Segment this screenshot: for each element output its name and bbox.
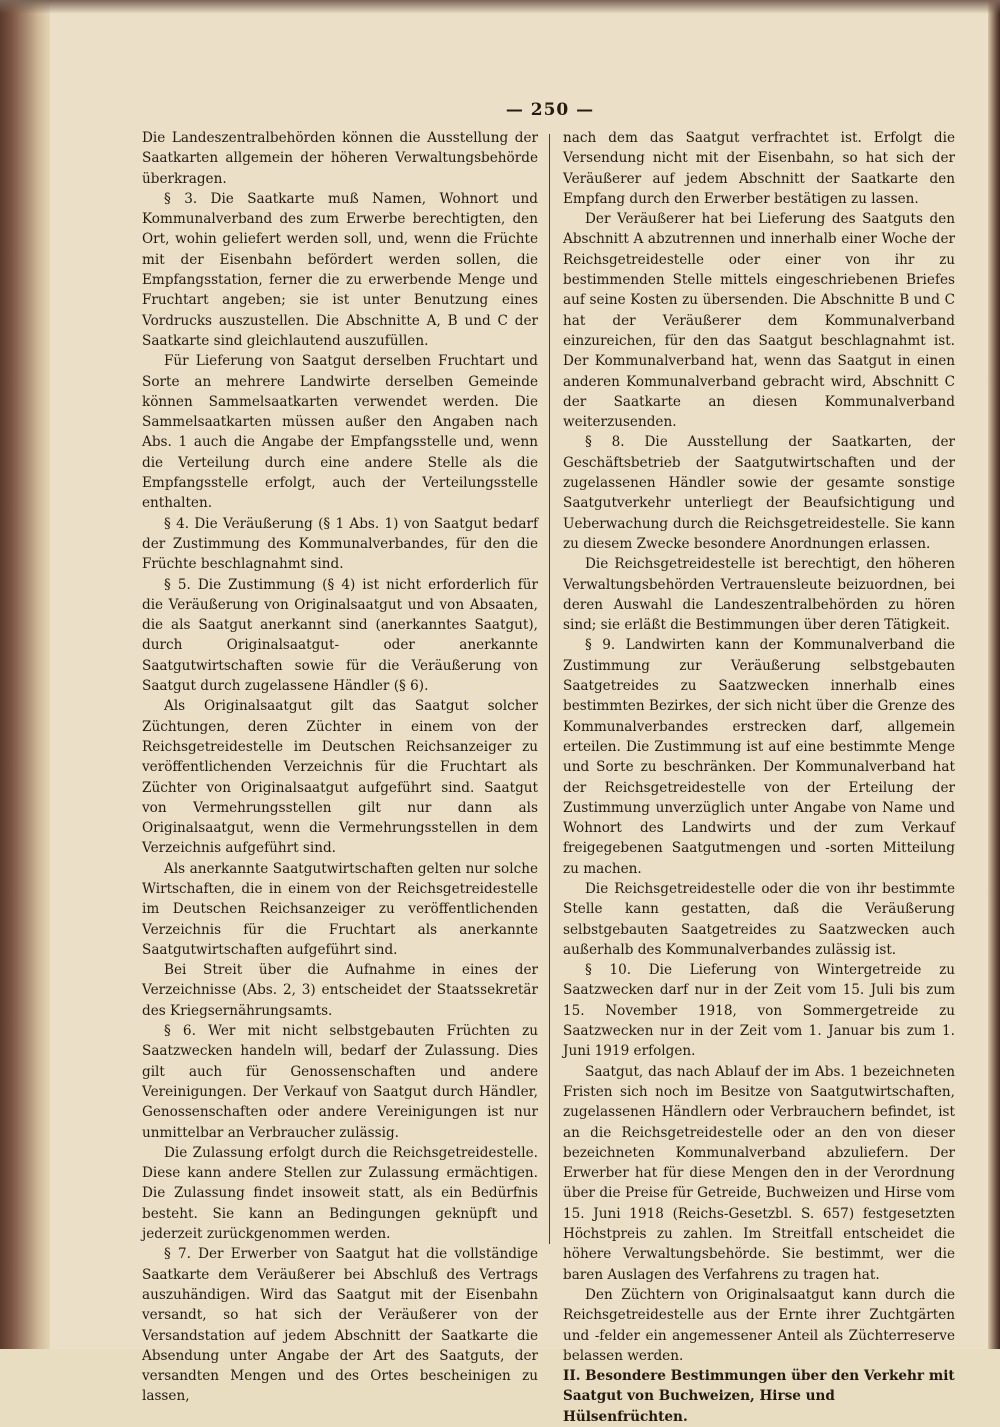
book-right-edge	[988, 0, 1000, 1349]
paragraph: Saatgut, das nach Ablauf der im Abs. 1 bezeichneten Fristen sich noch im Besitze von Saatgutwirtschaften, zugelassenen Händlern oder Verbrauchern befindet, ist an die Reichsgetreidestelle oder an den von dieser bezeichneten Kommunalverband abzuliefern. Der Erwerber hat für diese Mengen den in der Verordnung über die Preise für Getreide, Buchweizen und Hirse vom 15. Juni 1918 (Reichs-Gesetzbl. S. 657) festgesetzten Höchstpreis zu zahlen. Im Streitfall entscheidet die höhere Verwaltungsbehörde. Sie bestimmt, wer die baren Auslagen des Verfahrens zu tragen hat.	[563, 1063, 955, 1283]
paragraph: § 7. Der Erwerber von Saatgut hat die vollständige Saatkarte dem Veräußerer bei Abschluß des Vertrags auszuhändigen. Wird das Saatgut mit der Eisenbahn versandt, so hat sich der Veräußerer von der Versandstation auf jedem Abschnitt der Saatkarte die Absendung unter Angabe der Art des Saatguts, der versandten Mengen und des Ortes bescheinigen zu lassen,	[142, 1246, 538, 1405]
paragraph: Der Veräußerer hat bei Lieferung des Saatguts den Abschnitt A abzutrennen und innerhalb einer Woche der Reichsgetreidestelle oder einer von ihr zu bestimmenden Stelle mittels eingeschriebenen Briefes auf seine Kosten zu übersenden. Die Abschnitte B und C hat der Veräußerer dem Kommunalverband einzureichen, für den das Saatgut beschlagnahmt ist. Der Kommunalverband hat, wenn das Saatgut in einen anderen Kommunalverband gebracht wird, Abschnitt C der Saatkarte an diesen Kommunalverband weiterzusenden.	[563, 211, 955, 431]
paragraph: Für Lieferung von Saatgut derselben Fruchtart und Sorte an mehrere Landwirte derselben Gemeinde können Sammelsaatkarten verwendet werden. Die Sammelsaatkarten müssen außer den Angaben nach Abs. 1 auch die Angabe der Empfangsstelle und, wenn die Verteilung durch eine andere Stelle als die Empfangsstelle erfolgt, auch der Verteilungsstelle enthalten.	[142, 353, 538, 512]
paragraph: Bei Streit über die Aufnahme in eines der Verzeichnisse (Abs. 2, 3) entscheidet der Staatssekretär des Kriegsernährungsamts.	[142, 962, 538, 1019]
paragraph: § 9. Landwirten kann der Kommunalverband die Zustimmung zur Veräußerung selbstgebauten Saatgetreides zu Saatzwecken innerhalb eines bestimmten Bezirkes, der sich nicht über die Grenze des Kommunalverbandes erstrecken darf, allgemein erteilen. Die Zustimmung ist auf eine bestimmte Menge und Sorte zu beschränken. Der Kommunalverband hat der Reichsgetreidestelle von der Erteilung der Zustimmung unverzüglich unter Angabe von Name und Wohnort des Landwirts und der zum Verkauf freigegebenen Saatgutmengen und -sorten Mitteilung zu machen.	[563, 637, 955, 877]
paragraph: Die Landeszentralbehörden können die Ausstellung der Saatkarten allgemein der höheren Verwaltungsbehörde überkragen.	[142, 130, 538, 187]
paragraph: § 4. Die Veräußerung (§ 1 Abs. 1) von Saatgut bedarf der Zustimmung des Kommunalverbandes, für den die Früchte beschlagnahmt sind.	[142, 515, 538, 573]
paragraph: Die Zulassung erfolgt durch die Reichsgetreidestelle. Diese kann andere Stellen zur Zulassung ermächtigen. Die Zulassung findet insoweit statt, als ein Bedürfnis besteht. Sie kann an Bedingungen geknüpft und jederzeit zurückgenommen werden.	[142, 1144, 538, 1243]
paragraph: § 3. Die Saatkarte muß Namen, Wohnort und Kommunalverband des zum Erwerbe berechtigten, den Ort, wohin geliefert werden soll, und, wenn die Früchte mit der Eisenbahn befördert werden sollen, die Empfangsstation, ferner die zu erwerbende Menge und Fruchtart angeben; sie ist unter Benutzung eines Vordrucks auszustellen. Die Abschnitte A, B und C der Saatkarte sind gleichlautend auszufüllen.	[142, 190, 538, 349]
paragraph: Die Reichsgetreidestelle oder die von ihr bestimmte Stelle kann gestatten, daß die Veräußerung selbstgebauten Saatgetreides zu Saatzwecken auch außerhalb des Kommunalverbandes zulässig ist.	[563, 880, 955, 958]
paragraph: Die Reichsgetreidestelle ist berechtigt, den höheren Verwaltungsbehörden Vertrauensleute beizuordnen, bei deren Auswahl die Landeszentralbehörden zu hören sind; sie erläßt die Bestimmungen über deren Tätigkeit.	[563, 556, 955, 634]
paragraph: § 5. Die Zustimmung (§ 4) ist nicht erforderlich für die Veräußerung von Originalsaatgut und von Absaaten, die als Saatgut anerkannt sind (anerkanntes Saatgut), durch Originalsaatgut- oder anerkannte Saatgutwirtschaften sowie für die Veräußerung von Saatgut durch zugelassene Händler (§ 6).	[142, 576, 538, 695]
paragraph: nach dem das Saatgut verfrachtet ist. Erfolgt die Versendung nicht mit der Eisenbahn, so hat sich der Veräußerer auf jedem Abschnitt der Saatkarte den Empfang durch den Erwerber bestätigen zu lassen.	[563, 130, 955, 207]
left-column	[142, 128, 538, 1407]
paragraph: Als Originalsaatgut gilt das Saatgut solcher Züchtungen, deren Züchter in einem von der Reichsgetreidestelle im Deutschen Reichsanzeiger zu veröffentlichenden Verzeichnis für die Fruchtart als Züchter von Originalsaatgut aufgeführt sind. Saatgut von Vermehrungsstellen gilt nur dann als Originalsaatgut, wenn die Vermehrungsstellen in dem Verzeichnis aufgeführt sind.	[142, 698, 538, 857]
book-binding-edge	[0, 0, 38, 1349]
page-gutter	[38, 0, 50, 1349]
paragraph: § 6. Wer mit nicht selbstgebauten Früchten zu Saatzwecken handeln will, bedarf der Zulassung. Dies gilt auch für Genossenschaften und andere Vereinigungen. Der Verkauf von Saatgut durch Händler, Genossenschaften oder andere Vereinigungen ist nur unmittelbar an Verbraucher zulässig.	[142, 1023, 538, 1141]
page-number: — 250 —	[505, 100, 595, 120]
paragraph: Als anerkannte Saatgutwirtschaften gelten nur solche Wirtschaften, die in einem von der Reichsgetreidestelle im Deutschen Reichsanzeiger zu veröffentlichenden Verzeichnis für die Fruchtart als anerkannte Saatgutwirtschaften aufgeführt sind.	[142, 860, 538, 958]
book-top-edge	[0, 0, 1000, 14]
paragraph: § 8. Die Ausstellung der Saatkarten, der Geschäftsbetrieb der Saatgutwirtschaften und der zugelassenen Händler sowie der gesamte sonstige Saatgutverkehr unterliegt der Beaufsichtigung und Ueberwachung durch die Reichsgetreidestelle. Sie kann zu diesem Zwecke besondere Anordnungen erlassen.	[563, 434, 955, 552]
right-column	[563, 128, 955, 1427]
column-divider	[549, 134, 550, 1244]
paragraph: Den Züchtern von Originalsaatgut kann durch die Reichsgetreidestelle aus der Ernte ihrer Zuchtgärten und -felder ein angemessener Anteil als Züchterreserve belassen werden.	[563, 1286, 955, 1364]
paragraph: § 10. Die Lieferung von Wintergetreide zu Saatzwecken darf nur in der Zeit vom 15. Juli bis zum 15. November 1918, von Sommergetreide zu Saatzwecken nur in der Zeit vom 1. Januar bis zum 1. Juni 1919 erfolgen.	[563, 962, 955, 1060]
section-heading: II. Besondere Bestimmungen über den Verkehr mit Saatgut von Buchweizen, Hirse und Hülsenfrüchten.	[563, 1368, 955, 1425]
